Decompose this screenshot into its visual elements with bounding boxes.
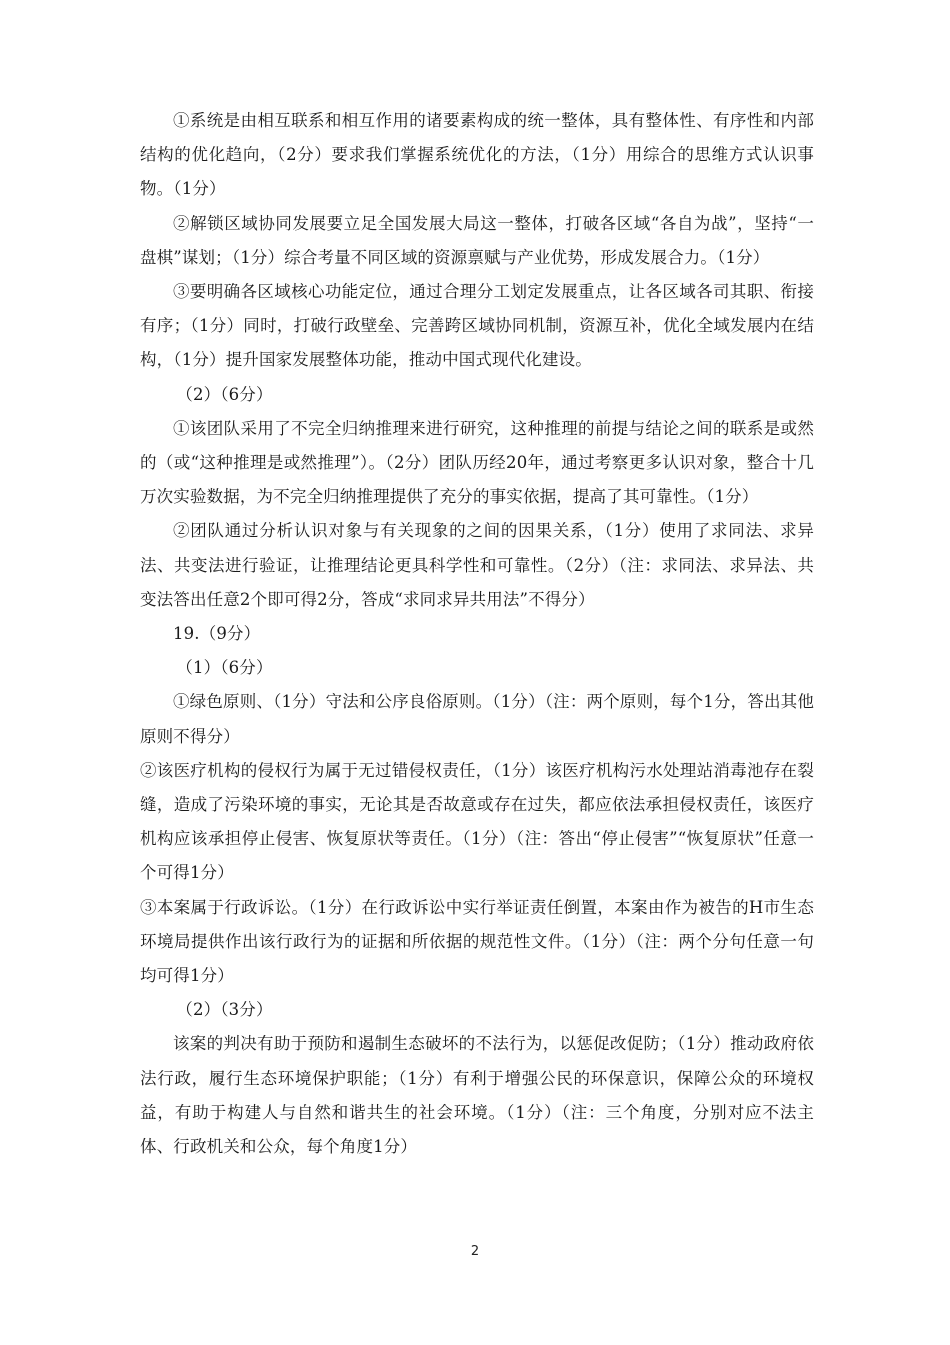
question-heading: 19.（9分） (173, 624, 261, 644)
answer-paragraph: ③本案属于行政诉讼。（1分）在行政诉讼中实行举证责任倒置，本案由作为被告的H市生态环境局提供作出该行政行为的证据和所依据的规范性文件。（1分）（注：两个分句任意一句均可得1分） (140, 897, 814, 986)
answer-paragraph: ①该团队采用了不完全归纳推理来进行研究，这种推理的前提与结论之间的联系是或然的（或“这种推理是或然推理”）。（2分）团队历经20年，通过考察更多认识对象，整合十几万次实验数据，为不完全归纳推理提供了充分的事实依据，提高了其可靠性。（1分） (140, 418, 814, 507)
answer-content (140, 104, 814, 1164)
page-number: 2 (470, 1244, 480, 1259)
subquestion-heading: （2）（6分） (176, 384, 273, 404)
answer-paragraph: ②解锁区域协同发展要立足全国发展大局这一整体，打破各区域“各自为战”，坚持“一盘棋”谋划；（1分）综合考量不同区域的资源禀赋与产业优势，形成发展合力。（1分） (140, 213, 814, 267)
answer-paragraph: ①系统是由相互联系和相互作用的诸要素构成的统一整体，具有整体性、有序性和内部结构的优化趋向，（2分）要求我们掌握系统优化的方法，（1分）用综合的思维方式认识事物。（1分） (140, 111, 814, 199)
answer-paragraph: ②该医疗机构的侵权行为属于无过错侵权责任，（1分）该医疗机构污水处理站消毒池存在裂缝，造成了污染环境的事实，无论其是否故意或存在过失，都应依法承担侵权责任，该医疗机构应该承担停止侵害、恢复原状等责任。（1分）（注：答出“停止侵害”“恢复原状”任意一个可得1分） (140, 760, 814, 883)
answer-paragraph: 该案的判决有助于预防和遏制生态破坏的不法行为，以惩促改促防；（1分）推动政府依法行政，履行生态环境保护职能；（1分）有利于增强公民的环保意识，保障公众的环境权益，有助于构建人与自然和谐共生的社会环境。（1分）（注：三个角度，分别对应不法主体、行政机关和公众，每个角度1分） (140, 1034, 814, 1157)
answer-paragraph: ①绿色原则、（1分）守法和公序良俗原则。（1分）（注：两个原则，每个1分，答出其他原则不得分） (140, 692, 814, 746)
subquestion-heading: （1）（6分） (176, 658, 273, 678)
answer-paragraph: ③要明确各区域核心功能定位，通过合理分工划定发展重点，让各区域各司其职、衔接有序；（1分）同时，打破行政壁垒、完善跨区域协同机制，资源互补，优化全域发展内在结构，（1分）提升国家发展整体功能，推动中国式现代化建设。 (140, 282, 814, 370)
subquestion-heading: （2）（3分） (176, 1000, 273, 1020)
answer-paragraph: ②团队通过分析认识对象与有关现象的之间的因果关系，（1分）使用了求同法、求异法、共变法进行验证，让推理结论更具科学性和可靠性。（2分）（注：求同法、求异法、共变法答出任意2个即可得2分，答成“求同求异共用法”不得分） (140, 521, 814, 609)
